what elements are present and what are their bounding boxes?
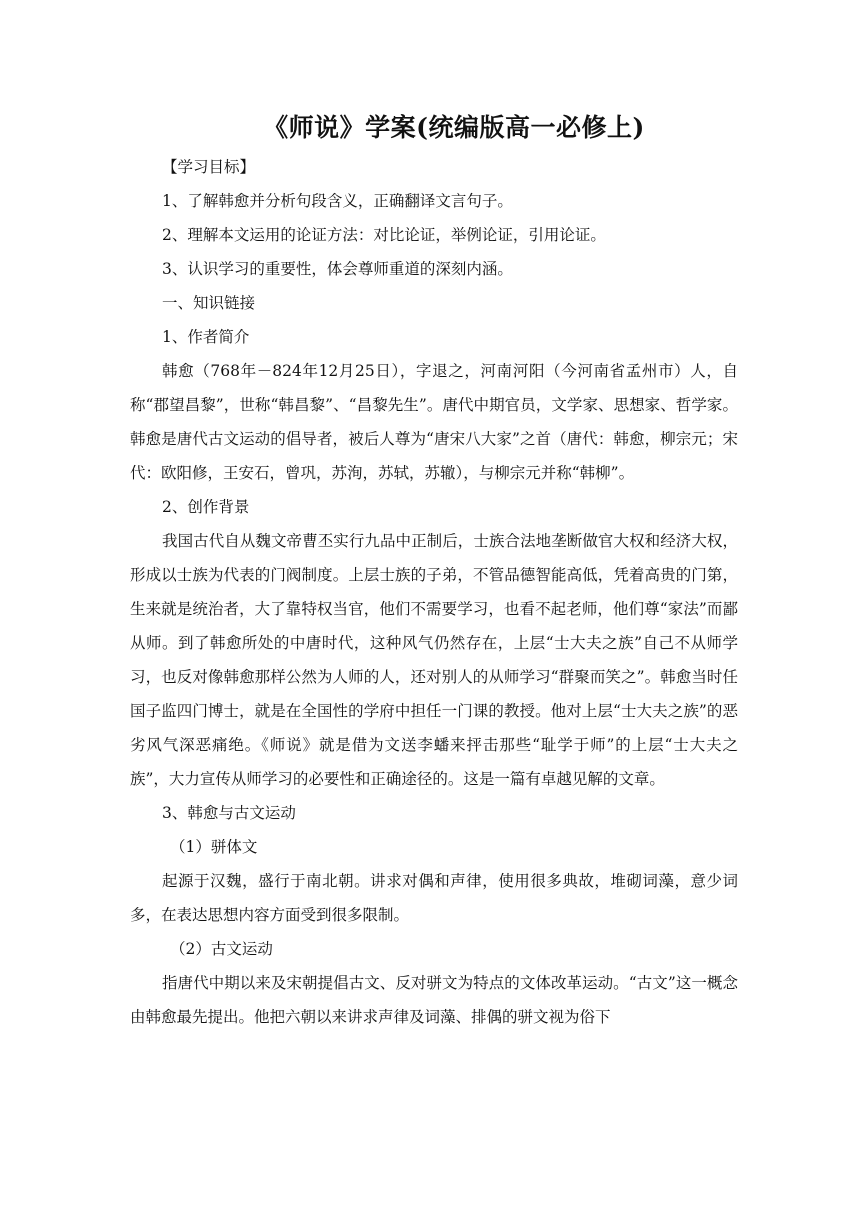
paragraph-background: 我国古代自从魏文帝曹丕实行九品中正制后，士族合法地垄断做官大权和经济大权，形成以士族为代表的门阀制度。上层士族的子弟，不管品德智能高低，凭着高贵的门第，生来就是统治者，大了靠特权当官，他们不需要学习，也看不起老师，他们尊“家法”而鄙从师。到了韩愈所处的中唐时代，这种风气仍然存在，上层“士大夫之族”自己不从师学习，也反对像韩愈那样公然为人师的人，还对别人的从师学习“群聚而笑之”。韩愈当时任国子监四门博士，就是在全国性的学府中担任一门课的教授。他对上层“士大夫之族”的恶劣风气深恶痛绝。《师说》就是借为文送李蟠来抨击那些“耻学于师”的上层“士大夫之族”，大力宣传从师学习的必要性和正确途径的。这是一篇有卓越见解的文章。 [130, 532, 738, 788]
goal-item-1: 1、了解韩愈并分析句段含义，正确翻译文言句子。 [162, 192, 513, 210]
paragraph-parallel-prose: 起源于汉魏，盛行于南北朝。讲求对偶和声律，使用很多典故，堆砌词藻，意少词多，在表达思想内容方面受到很多限制。 [130, 872, 738, 924]
item-heading-ancient-prose-movement: （2）古文运动 [170, 940, 273, 958]
section-heading-knowledge-link: 一、知识链接 [162, 294, 256, 312]
subsection-heading-ancient-prose: 3、韩愈与古文运动 [162, 804, 296, 822]
subsection-heading-author: 1、作者简介 [162, 328, 250, 346]
paragraph-ancient-prose-movement: 指唐代中期以来及宋朝提倡古文、反对骈文为特点的文体改革运动。“古文”这一概念由韩愈最先提出。他把六朝以来讲求声律及词藻、排偶的骈文视为俗下 [130, 974, 738, 1026]
section-heading-learning-goals: 【学习目标】 [162, 158, 256, 176]
goal-item-2: 2、理解本文运用的论证方法：对比论证，举例论证，引用论证。 [162, 226, 606, 244]
subsection-heading-background: 2、创作背景 [162, 498, 250, 516]
goal-item-3: 3、认识学习的重要性，体会尊师重道的深刻内涵。 [162, 260, 513, 278]
paragraph-author-intro: 韩愈（768年－824年12月25日），字退之，河南河阳（今河南省孟州市）人，自称“郡望昌黎”，世称“韩昌黎”、“昌黎先生”。唐代中期官员，文学家、思想家、哲学家。韩愈是唐代古文运动的倡导者，被后人尊为“唐宋八大家”之首（唐代：韩愈，柳宗元；宋代：欧阳修，王安石，曾巩，苏洵，苏轼，苏辙），与柳宗元并称“韩柳”。 [130, 362, 738, 482]
item-heading-parallel-prose: （1）骈体文 [170, 838, 258, 856]
document-body [130, 150, 738, 1034]
document-title: 《师说》学案(统编版高一必修上) [263, 113, 645, 142]
